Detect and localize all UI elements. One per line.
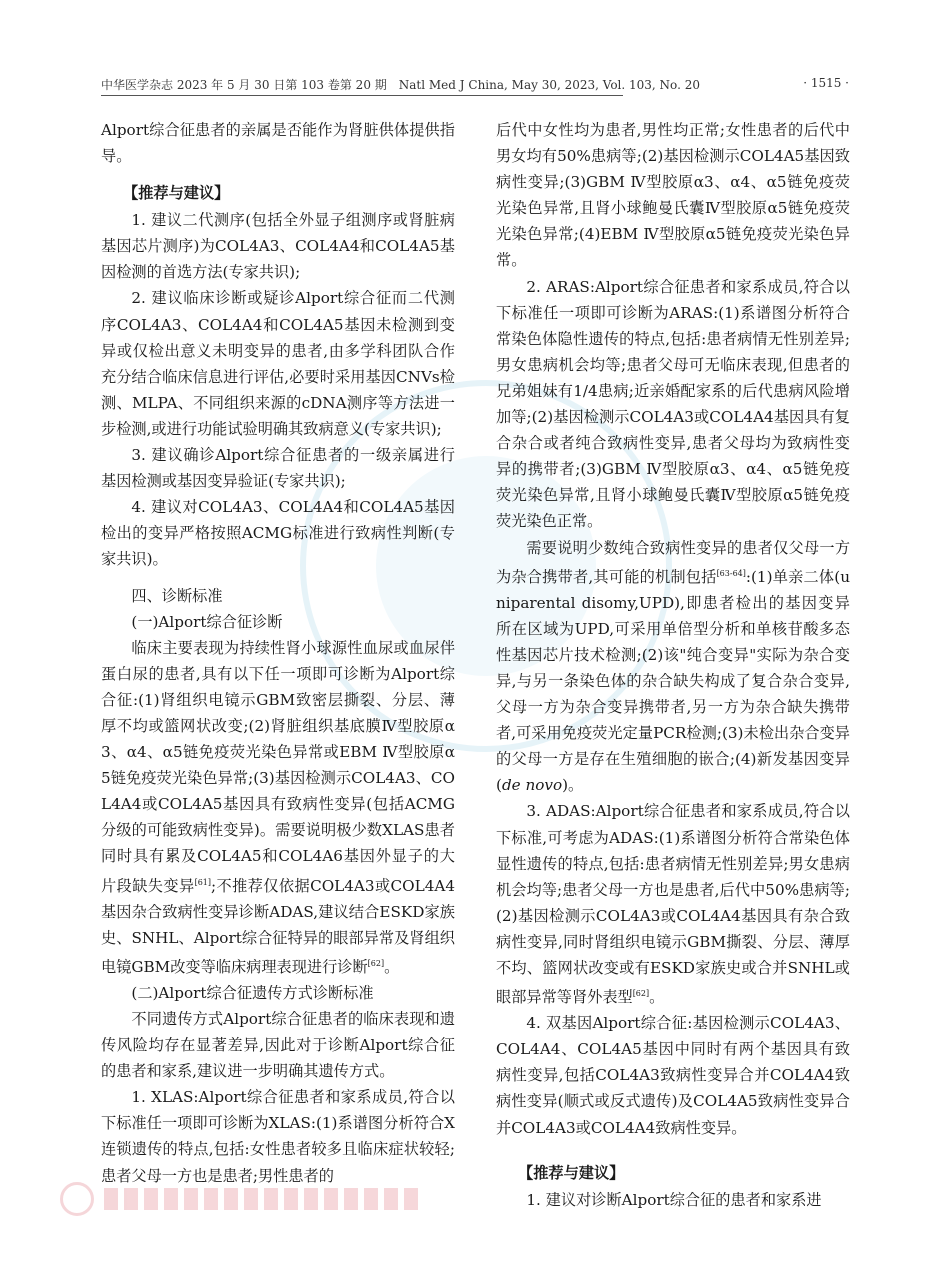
homozygous-text-c: )。 bbox=[562, 776, 584, 795]
paragraph-inheritance-intro: 不同遗传方式Alport综合征患者的临床表现和遗传风险均存在显著差异,因此对于诊断Alport综合征的患者和家系,建议进一步明确其遗传方式。 bbox=[101, 1010, 455, 1081]
adas-text-b: 。 bbox=[649, 988, 665, 1007]
recommendation-1: 1. 建议二代测序(包括全外显子组测序或肾脏病基因芯片测序)为COL4A3、COL4A4和COL4A5基因检测的首选方法(专家共识); bbox=[101, 211, 455, 282]
homozygous-text-b: :(1)单亲二体(uniparental disomy,UPD),即患者检出的基因变异所在区域为UPD,可采用单倍型分析和单核苷酸多态性基因芯片技术检测;(2)该"纯合变异"实际为杂合变异,与另一条染色体的杂合缺失构成了复合杂合变异,父母一方为杂合变异携带者,另一方为杂合缺失携带者,可采用免疫荧光定量PCR检测;(3)未检出杂合变异的父母一方是存在生殖细胞的嵌合;(4)新发基因变异( bbox=[496, 567, 850, 795]
paragraph-adas bbox=[496, 798, 850, 1010]
header-rule bbox=[101, 95, 623, 96]
recommendation-heading-right: 【推荐与建议】 bbox=[518, 1163, 625, 1182]
citation-62-right[interactable]: [62] bbox=[632, 989, 650, 999]
paragraph-aras: 2. ARAS:Alport综合征患者和家系成员,符合以下标准任一项即可诊断为ARAS:(1)系谱图分析符合常染色体隐性遗传的特点,包括:患者病情无性别差异;男女患病机会均等;患者父母可无临床表现,但患者的兄弟姐妹有1/4患病;近亲婚配家系的后代患病风险增加等;(2)基因检测示COL4A3或COL4A4基因具有复合杂合或者纯合致病性变异,患者父母均为致病性变异的携带者;(3)GBM Ⅳ型胶原α3、α4、α5链免疫荧光染色异常,且肾小球鲍曼氏囊Ⅳ型胶原α5链免疫荧光染色正常。 bbox=[496, 277, 850, 531]
publisher-seal-icon bbox=[60, 1182, 94, 1216]
header-page-number: · 1515 · bbox=[803, 76, 849, 90]
de-novo-term: de novo bbox=[501, 776, 563, 795]
citation-61[interactable]: [61] bbox=[194, 877, 211, 887]
recommendation-3: 3. 建议确诊Alport综合征患者的一级亲属进行基因检测或基因变异验证(专家共识); bbox=[101, 446, 455, 491]
citation-63-64[interactable]: [63-64] bbox=[716, 568, 746, 578]
paragraph-xlas: 1. XLAS:Alport综合征患者和家系成员,符合以下标准任一项即可诊断为XLAS:(1)系谱图分析符合X连锁遗传的特点,包括:女性患者较多且临床症状较轻;患者父母一方也是患者;男性患者的 bbox=[101, 1088, 455, 1185]
diagnosis-text-b: ;不推荐仅依据COL4A3或COL4A4基因杂合致病性变异诊断ADAS,建议结合ESKD家族史、SNHL、Alport综合征特异的眼部异常及肾组织电镜GBM改变等临床病理表现进行诊断 bbox=[101, 876, 455, 976]
running-header bbox=[101, 76, 849, 96]
recommendation-heading: 【推荐与建议】 bbox=[123, 184, 230, 203]
adas-text-a: 3. ADAS:Alport综合征患者和家系成员,符合以下标准,可考虑为ADAS:(1)系谱图分析符合常染色体显性遗传的特点,包括:患者病情无性别差异;男女患病机会均等;患者父母一方也是患者,后代中50%患病等;(2)基因检测示COL4A3或COL4A4基因具有杂合致病性变异,同时肾组织电镜示GBM撕裂、分层、薄厚不均、篮网状改变或有ESKD家族史或合并SNHL或眼部异常等肾外表型 bbox=[496, 802, 850, 1007]
paragraph-xlas-continued: 后代中女性均为患者,男性均正常;女性患者的后代中男女均有50%患病等;(2)基因检测示COL4A5基因致病性变异;(3)GBM Ⅳ型胶原α3、α4、α5链免疫荧光染色异常,且肾小球鲍曼氏囊Ⅳ型胶原α5链免疫荧光染色异常;(4)EBM Ⅳ型胶原α5链免疫荧光染色异常。 bbox=[496, 121, 850, 270]
diagnosis-text-c: 。 bbox=[384, 957, 400, 976]
recommendation-right-1: 1. 建议对诊断Alport综合征的患者和家系进 bbox=[526, 1190, 822, 1209]
paragraph-diagnosis-criteria bbox=[101, 635, 455, 980]
paragraph-intro-end: Alport综合征患者的亲属是否能作为肾脏供体提供指导。 bbox=[101, 121, 455, 166]
subsection-heading-inheritance: (二)Alport综合征遗传方式诊断标准 bbox=[131, 983, 374, 1002]
recommendation-4: 4. 建议对COL4A3、COL4A4和COL4A5基因检出的变异严格按照ACMG标准进行致病性判断(专家共识)。 bbox=[101, 498, 455, 569]
diagnosis-text-a: 临床主要表现为持续性肾小球源性血尿或血尿伴蛋白尿的患者,具有以下任一项即可诊断为Alport综合征:(1)肾组织电镜示GBM致密层撕裂、分层、薄厚不均或篮网状改变;(2)肾脏组织基底膜Ⅳ型胶原α3、α4、α5链免疫荧光染色异常或EBM Ⅳ型胶原α5链免疫荧光染色异常;(3)基因检测示COL4A3、COL4A4或COL4A5基因具有致病性变异(包括ACMG分级的可能致病性变异)。需要说明极少数XLAS患者同时具有累及COL4A5和COL4A6基因外显子的大片段缺失变异 bbox=[101, 638, 455, 895]
citation-62[interactable]: [62] bbox=[367, 958, 385, 968]
right-column bbox=[496, 117, 850, 1213]
section-heading-diagnosis: 四、诊断标准 bbox=[131, 586, 223, 605]
header-journal-info: 中华医学杂志 2023 年 5 月 30 日第 103 卷第 20 期 Natl Med J China, May 30, 2023, Vol. 103, No. 20 bbox=[101, 78, 700, 92]
recommendation-2: 2. 建议临床诊断或疑诊Alport综合征而二代测序COL4A3、COL4A4和COL4A5基因未检测到变异或仅检出意义未明变异的患者,由多学科团队合作充分结合临床信息进行评估,必要时采用基因CNVs检测、MLPA、不同组织来源的cDNA测序等方法进一步检测,或进行功能试验明确其致病意义(专家共识); bbox=[101, 289, 455, 438]
paragraph-homozygous-note bbox=[496, 535, 850, 799]
subsection-heading-alport-diagnosis: (一)Alport综合征诊断 bbox=[131, 612, 283, 631]
paragraph-digenic: 4. 双基因Alport综合征:基因检测示COL4A3、COL4A4、COL4A5基因中同时有两个基因具有致病性变异,包括COL4A3致病性变异合并COL4A4致病性变异(顺式或反式遗传)及COL4A5致病性变异合并COL4A3或COL4A4致病性变异。 bbox=[496, 1014, 850, 1137]
left-column bbox=[101, 117, 455, 1189]
homozygous-text-a: 需要说明少数纯合致病性变异的患者仅父母一方为杂合携带者,其可能的机制包括 bbox=[496, 538, 850, 586]
